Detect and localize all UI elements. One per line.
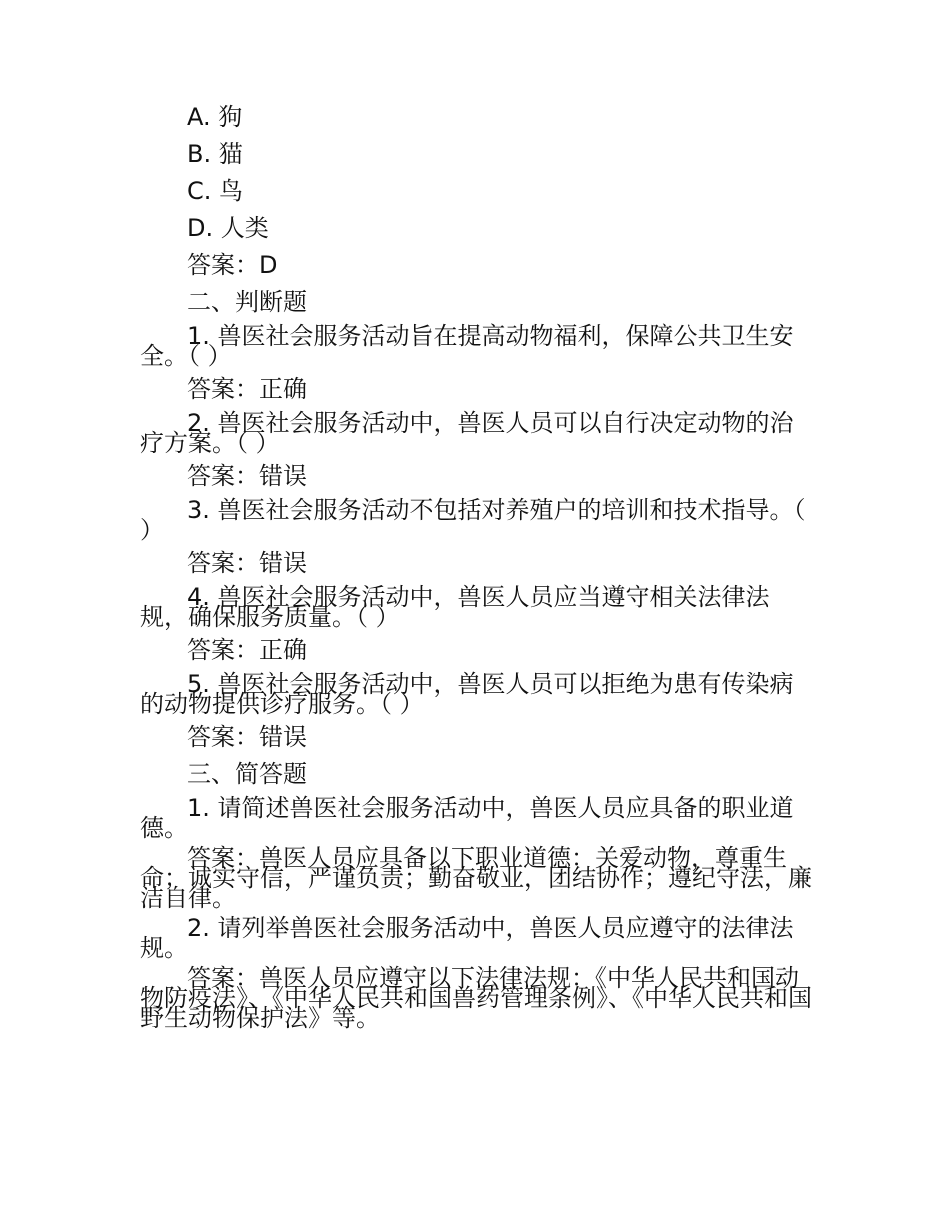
sa-answer-1: 答案：兽医人员应具备以下职业道德：关爱动物，尊重生命；诚实守信，严谨负责；勤奋敬业，团结协作；遵纪守法，廉洁自律。 xyxy=(140,844,812,912)
document-body xyxy=(140,104,812,1038)
tf-question-4: 4. 兽医社会服务活动中，兽医人员应当遵守相关法律法规，确保服务质量。（ ） xyxy=(140,583,770,631)
tf-answer-2: 答案：错误 xyxy=(187,462,307,490)
tf-question-1: 1. 兽医社会服务活动旨在提高动物福利，保障公共卫生安全。（ ） xyxy=(140,322,794,370)
sa-question-2: 2. 请列举兽医社会服务活动中，兽医人员应遵守的法律法规。 xyxy=(140,914,794,962)
tf-answer-1: 答案：正确 xyxy=(187,375,307,403)
tf-answer-5: 答案：错误 xyxy=(187,723,307,751)
sa-answer-2: 答案：兽医人员应遵守以下法律法规：《中华人民共和国动物防疫法》、《中华人民共和国兽药管理条例》、《中华人民共和国野生动物保护法》等。 xyxy=(140,964,812,1032)
option-a: A. 狗 xyxy=(187,103,243,131)
option-b: B. 猫 xyxy=(187,140,243,168)
option-c: C. 鸟 xyxy=(187,177,244,205)
tf-question-2: 2. 兽医社会服务活动中，兽医人员可以自行决定动物的治疗方案。（ ） xyxy=(140,409,794,457)
tf-answer-3: 答案：错误 xyxy=(187,549,307,577)
section-heading-true-false: 二、判断题 xyxy=(187,288,307,316)
section-heading-short-answer: 三、简答题 xyxy=(187,760,307,788)
sa-question-1: 1. 请简述兽医社会服务活动中，兽医人员应具备的职业道德。 xyxy=(140,794,794,842)
tf-answer-4: 答案：正确 xyxy=(187,636,307,664)
tf-question-3: 3. 兽医社会服务活动不包括对养殖户的培训和技术指导。（ ） xyxy=(140,496,806,544)
option-d: D. 人类 xyxy=(187,214,269,242)
answer-mc: 答案：D xyxy=(187,251,278,279)
tf-question-5: 5. 兽医社会服务活动中，兽医人员可以拒绝为患有传染病的动物提供诊疗服务。（ ） xyxy=(140,670,794,718)
